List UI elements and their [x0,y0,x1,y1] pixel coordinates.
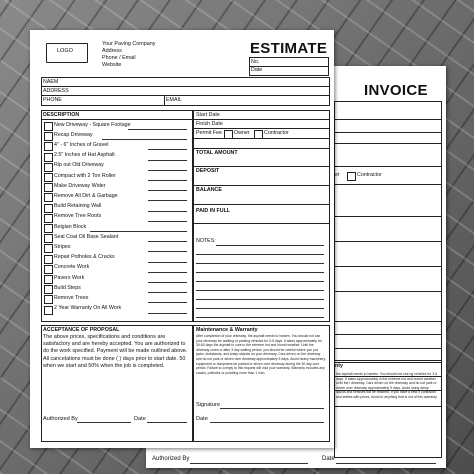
item-price-line[interactable] [102,139,187,140]
item-price-line[interactable] [90,231,187,232]
item-label: Make Driveway Wider [54,182,106,189]
permit-fee-label: Permit Fee [196,130,222,136]
item-label: Concrete Work [54,264,90,271]
item-price-line[interactable] [148,221,187,222]
item-price-line[interactable] [148,160,187,161]
item-price-line[interactable] [148,272,187,273]
item-checkbox[interactable] [44,173,53,182]
customer-email-label: EMAIL [166,97,182,103]
item-label: Remove All Dirt & Garbage [54,192,118,199]
customer-phone-label: PHONE [43,97,62,103]
item-price-line[interactable] [148,211,187,212]
start-date-label: Start Date [196,112,220,118]
item-label: New Driveway - Square Footage [54,121,131,128]
invoice-date-label: Date [322,456,335,462]
acceptance-date-label: Date [134,416,146,422]
company-address: Address [102,48,122,54]
acceptance-text: The above prices, specifications and conditions are satisfactory and are hereby accepted. You are authorized to do the work specified. Payment will be made outlined above. All cancelations must be done ( ) days prior to start date. 50 when we start and 50% when the job is completed. [43,334,188,369]
maintenance-date-label: Date [196,416,208,422]
company-info [102,41,155,69]
item-label: Belgian Block [54,223,87,230]
item-checkbox[interactable] [44,306,53,315]
notes-label: NOTES: [196,238,216,244]
acceptance-authorized-line[interactable] [77,422,131,423]
maintenance-signature-label: Signature [196,402,220,408]
customer-address-label: ADDRESS [43,88,69,94]
item-checkbox[interactable] [44,285,53,294]
total-amount-label: TOTAL AMOUNT [196,150,238,156]
item-label: 2.5" Inches of Hat Asphalt [54,152,115,159]
item-price-line[interactable] [148,292,187,293]
item-label: Seal Coat Oil Base Sealant [54,233,119,240]
item-label: Remove Trees [54,294,89,301]
maintenance-text: After completion of your driveway, the asphalt needs to harden. You should not use your driveway for walking or parking vehicles for 3-5 days. It takes approximately for 30-60 days the asphalt to cure in the extreme hot and humid weather. Until the driveway cures or after 3 day waiting period, you should be careful where you put jacks, kickstands, and sharp objects on your driveway. Cars driven on the driveway and do not park or driven over driveway approximately 5 days. Avoid heavy machinery, equipment or dumpsters be parked or driven over driveway during the 30 day cure period. Failure to comply to this request will void your warranty. Warranty includes any cracks, potholes or puddling more than 1 inch. [196,334,326,375]
description-heading: DESCRIPTION [43,112,80,118]
estimate-sheet [30,30,334,448]
item-label: Stripes [54,243,71,250]
item-price-line[interactable] [128,129,187,130]
estimate-title: ESTIMATE [250,40,328,57]
item-checkbox[interactable] [44,244,53,253]
acceptance-heading: ACCEPTANCE OF PROPOSAL [43,327,120,333]
company-website: Website [102,62,122,68]
item-price-line[interactable] [148,200,187,201]
maintenance-date-line[interactable] [210,422,324,423]
item-price-line[interactable] [148,149,187,150]
item-label: 2 Year Warranty On All Work [54,305,122,312]
logo-text: LOGO [57,48,73,54]
finish-date-label: Finish Date [196,121,223,127]
customer-name-label: NAEM [43,79,59,85]
invoice-owner-label: er [335,172,340,178]
notes-line[interactable] [216,245,324,246]
item-label: Build Retaining Wall [54,203,102,210]
item-price-line[interactable] [148,262,187,263]
maintenance-heading: Maintenance & Warranty [196,327,258,333]
invoice-title: INVOICE [364,82,428,99]
item-price-line[interactable] [148,282,187,283]
customer-info-box [41,77,330,106]
invoice-authorized-label: Authorized By [152,456,190,462]
contractor-label: Contractor [264,130,289,136]
item-label: Repair Potholes & Cracks [54,254,115,261]
item-checkbox[interactable] [44,255,53,264]
item-label: Compact with 2 Ton Roller [54,172,116,179]
notes-line[interactable] [196,263,324,264]
item-label: Build Steps [54,284,81,291]
item-checkbox[interactable] [44,265,53,274]
item-price-line[interactable] [148,180,187,181]
item-price-line[interactable] [148,302,187,303]
item-checkbox[interactable] [44,153,53,162]
item-price-line[interactable] [148,241,187,242]
item-label: Rip out Old Driveway [54,162,104,169]
item-checkbox[interactable] [44,163,53,172]
owner-label: Owner [234,130,250,136]
item-checkbox[interactable] [44,122,53,131]
acceptance-authorized-label: Authorized By [43,416,78,422]
paid-in-full-label: PAID IN FULL [196,208,231,214]
item-price-line[interactable] [148,170,187,171]
company-phone-email: Phone / Email [102,55,136,61]
deposit-label: DEPOSIT [196,168,220,174]
item-label: Recap Driveway [54,131,93,138]
balance-label: BALANCE [196,187,222,193]
invoice-contractor-label: Contractor [357,172,382,178]
notes-line[interactable] [196,281,324,282]
item-price-line[interactable] [148,313,187,314]
notes-line[interactable] [196,272,324,273]
notes-line[interactable] [196,308,324,309]
invoice-warranty-heading: nty [335,363,343,369]
item-price-line[interactable] [148,251,187,252]
invoice-date-line[interactable] [336,463,436,464]
notes-line[interactable] [196,290,324,291]
item-checkbox[interactable] [44,295,53,304]
item-checkbox[interactable] [44,204,53,213]
item-checkbox[interactable] [44,224,53,233]
item-checkbox[interactable] [44,214,53,223]
item-checkbox[interactable] [44,234,53,243]
invoice-authorized-line[interactable] [190,463,308,464]
notes-line[interactable] [196,317,324,318]
maintenance-signature-line[interactable] [220,408,324,409]
acceptance-date-line[interactable] [147,422,187,423]
notes-line[interactable] [196,254,324,255]
item-checkbox[interactable] [44,142,53,151]
item-label: 4" - 6" Inches of Gravel [54,141,109,148]
item-checkbox[interactable] [44,183,53,192]
company-name: Your Paving Company [102,41,156,47]
item-checkbox[interactable] [44,132,53,141]
item-label: Remove Tree Roots [54,213,102,220]
item-price-line[interactable] [148,190,187,191]
item-checkbox[interactable] [44,193,53,202]
item-label: Pavers Work [54,274,85,281]
invoice-warranty-text: the asphalt needs to harden. You should not use ng vehicles for 3-5 days. It takes approximately in the extreme hot and humid weather. Until the l driveway. Cars driven on the driveway and do not park or driven over driveway approximately 5 days. Avoid using damp liquids and vehicles will be reached, if you have a new ir contractor and settles with prices. Avoid or anything that is not of this warranty. [336,372,438,399]
notes-line[interactable] [196,299,324,300]
item-checkbox[interactable] [44,275,53,284]
estimate-date-label: Date [251,67,263,73]
invoice-contractor-checkbox[interactable] [347,172,356,181]
estimate-no-label: No. [251,59,260,65]
